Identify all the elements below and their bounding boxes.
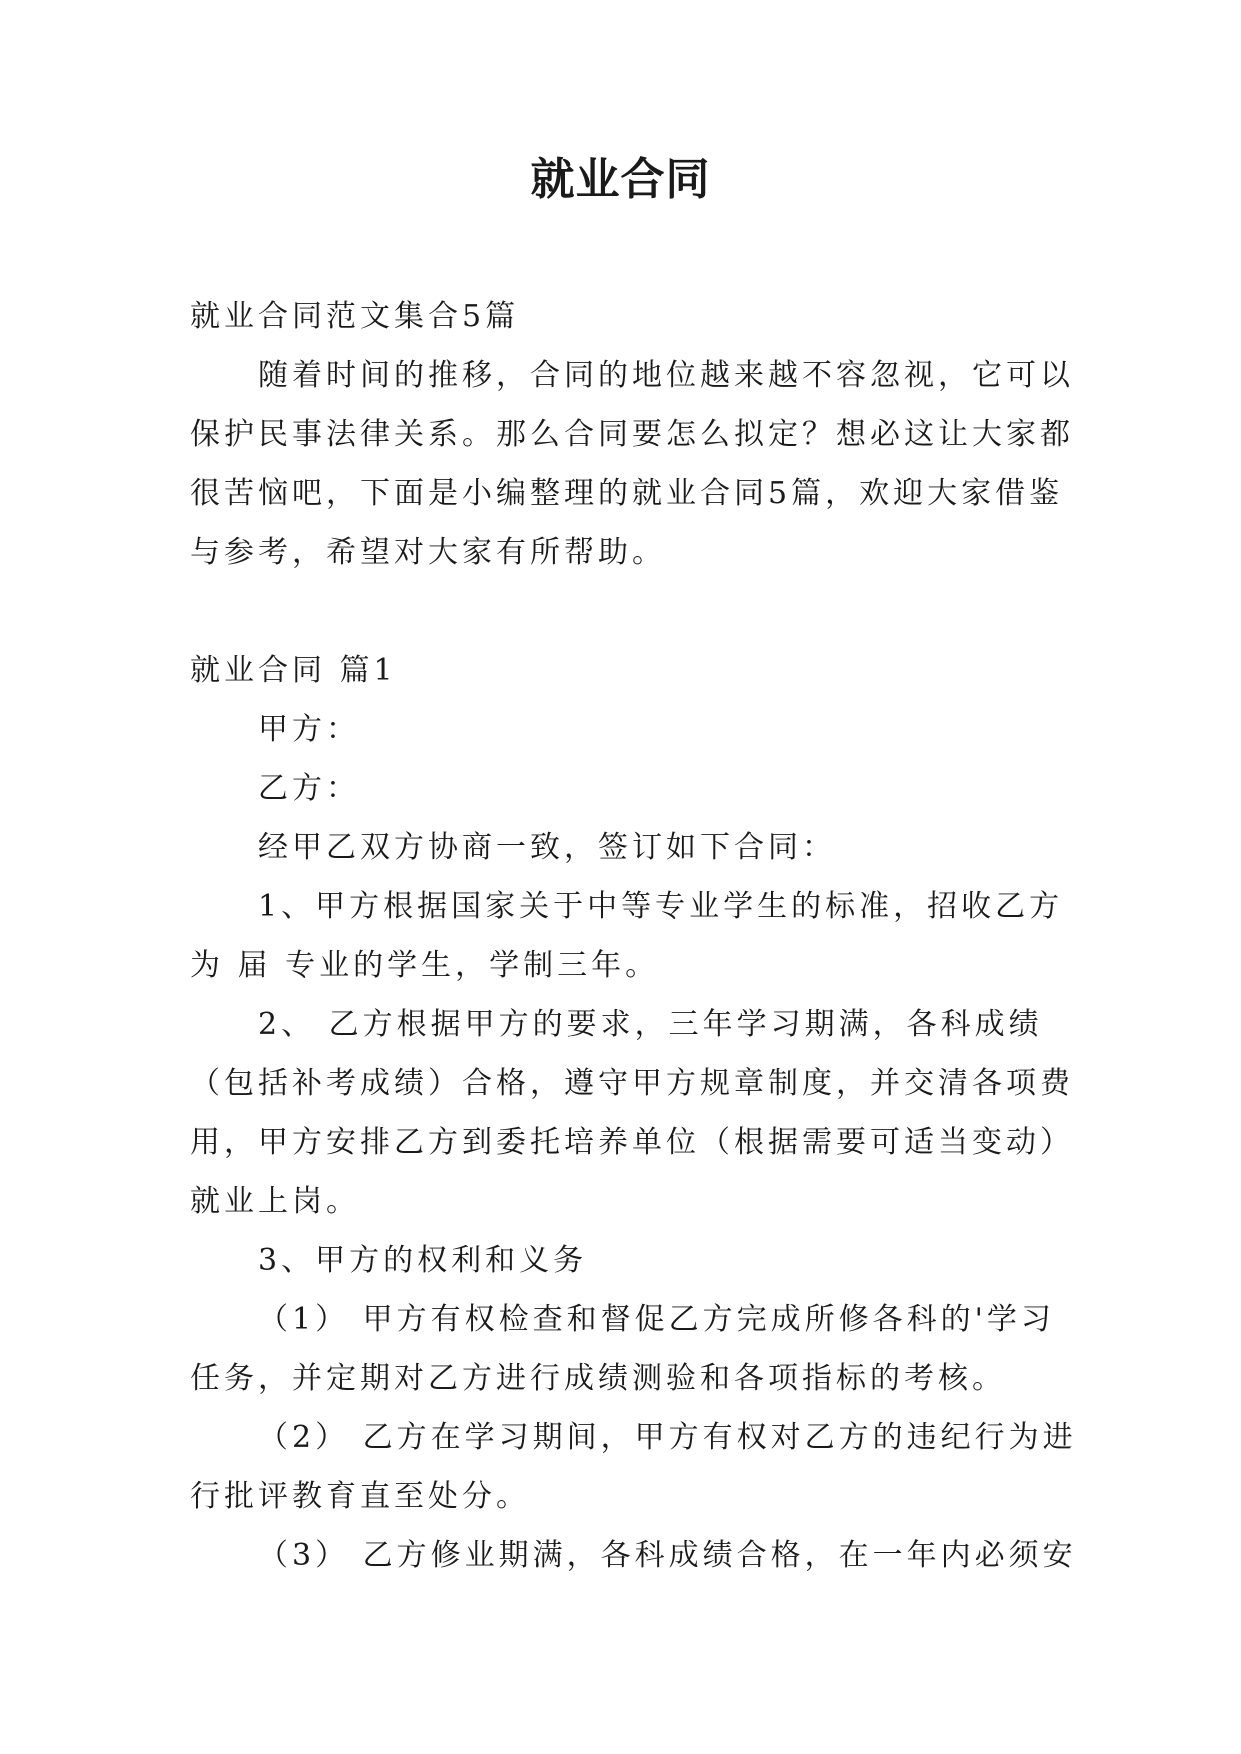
paragraph-line: 用，甲方安排乙方到委托培养单位（根据需要可适当变动） — [190, 1125, 1074, 1160]
paragraph-line: 甲方： — [258, 712, 360, 747]
paragraph-line: （3） 乙方修业期满，各科成绩合格，在一年内必须安 — [258, 1538, 1077, 1573]
paragraph-line: （包括补考成绩）合格，遵守甲方规章制度，并交清各项费 — [190, 1066, 1074, 1101]
document-body — [190, 287, 1077, 1585]
paragraph-line: （2） 乙方在学习期间，甲方有权对乙方的违纪行为进 — [258, 1420, 1077, 1455]
paragraph-line: 经甲乙双方协商一致，签订如下合同： — [258, 830, 836, 865]
paragraph-line: 随着时间的推移，合同的地位越来越不容忽视，它可以 — [258, 358, 1074, 393]
paragraph-line: 任务，并定期对乙方进行成绩测验和各项指标的考核。 — [190, 1361, 1006, 1396]
paragraph-line: （1） 甲方有权检查和督促乙方完成所修各科的'学习 — [258, 1302, 1055, 1337]
paragraph-line: 3、甲方的权利和义务 — [258, 1243, 588, 1278]
paragraph-line: 1、甲方根据国家关于中等专业学生的标准，招收乙方 — [258, 889, 1064, 924]
paragraph-line: 与参考，希望对大家有所帮助。 — [190, 535, 666, 570]
blank-line — [190, 582, 1060, 641]
document-title: 就业合同 — [530, 154, 711, 205]
paragraph-line: 就业合同范文集合5篇 — [190, 299, 520, 334]
paragraph-line: 为 届 专业的学生，学制三年。 — [190, 948, 660, 983]
paragraph-line: 乙方： — [258, 771, 360, 806]
paragraph-line: 就业合同 篇1 — [190, 653, 397, 688]
paragraph-line: 很苦恼吧，下面是小编整理的就业合同5篇，欢迎大家借鉴 — [190, 476, 1064, 511]
paragraph-line: 保护民事法律关系。那么合同要怎么拟定？想必这让大家都 — [190, 417, 1074, 452]
paragraph-line: 2、 乙方根据甲方的要求，三年学习期满，各科成绩 — [258, 1007, 1043, 1042]
paragraph-line: 就业上岗。 — [190, 1184, 360, 1219]
paragraph-line: 行批评教育直至处分。 — [190, 1479, 530, 1514]
